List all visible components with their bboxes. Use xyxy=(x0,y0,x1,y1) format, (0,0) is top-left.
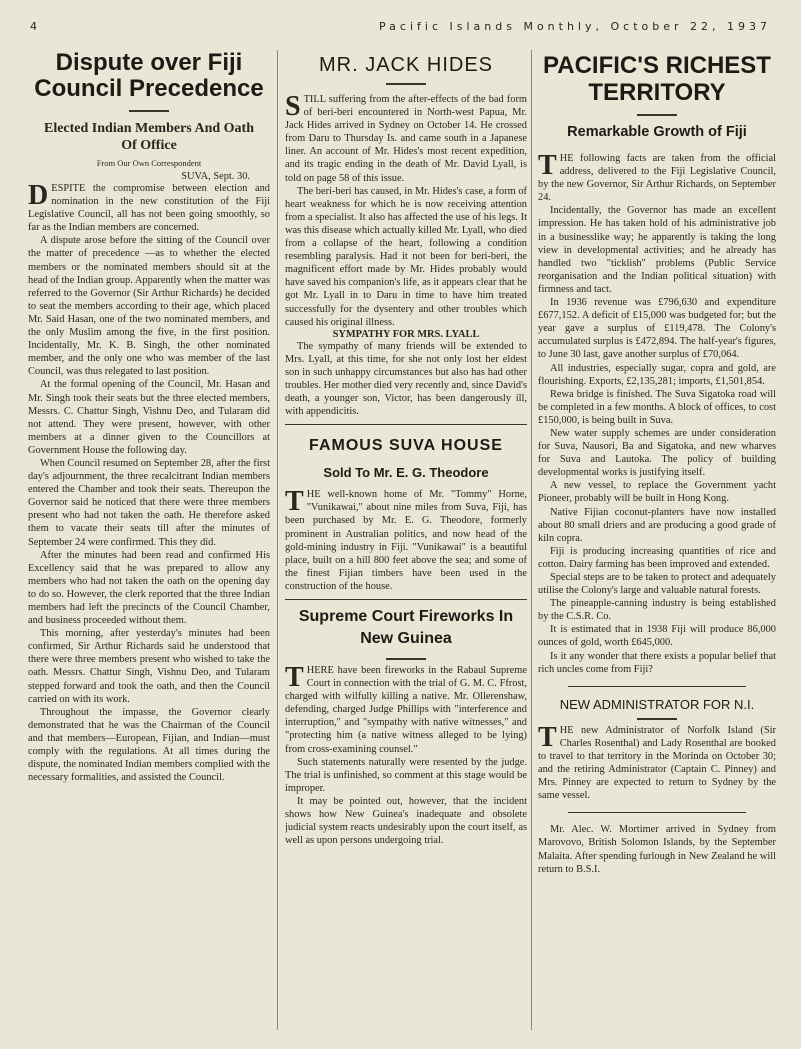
column-3 xyxy=(538,46,776,1036)
paragraph: A dispute arose before the sitting of the Council over the matter of precedence —as to whether the elected members or the nominated members should sit at the head of the Indian group. Apparently when the matter was referred to the Governor (Sir Arthur Richards) he decided to seat the members according to their age, which placed Mr. Said Hasan, one of the two nominated members, and the only Muslim among the five, in the first position. Incidentally, Mr. K. B. Singh, the other nominated member, and the only one who was member of the last Council, was thus relegated to last position. xyxy=(28,235,270,378)
paragraph: Mr. Alec. W. Mortimer arrived in Sydney from Marovovo, British Solomon Islands, by the September Malaita. After spending furlough in New Zealand he will return to B.S.I. xyxy=(538,824,776,875)
paragraph: In 1936 revenue was £796,630 and expenditure £677,152. A deficit of £15,000 was budgeted for; but the year gave a surplus of £119,478. The Colony's accumulated surplus is £472,894. The half-year's figures, to June 30 last, gave another surplus of £70,064. xyxy=(538,297,776,361)
paragraph: Rewa bridge is finished. The Suva Sigatoka road will be completed in a few months. A block of offices, to cost £150,000, is being built in Suva. xyxy=(538,388,776,426)
column-2 xyxy=(285,46,527,1036)
subhead-sympathy: SYMPATHY FOR MRS. LYALL xyxy=(332,328,480,340)
paragraph: DESPITE the compromise between election and nomination in the new constitution of the Fiji Legislative Council, all has not been going smoothly, so far as the Indian members are concerned. xyxy=(28,180,270,234)
article-body xyxy=(538,823,776,875)
article-body xyxy=(285,664,527,847)
separator xyxy=(386,83,426,85)
headline-jack-hides: MR. JACK HIDES xyxy=(318,54,494,76)
paragraph: STILL suffering from the after-effects of the bad form of beri-beri encountered in North-west Papua, Mr. Jack Hides arrived in Sydney on October 14. He crossed from Daru to Thursday Is. and came south in a Japanese liner. An account of Mr. Hides's most recent expedition, and its tragic ending in the death of Mr. David Lyall, is told on page 58 of this issue. xyxy=(285,91,527,184)
headline-new-administrator: NEW ADMINISTRATOR FOR N.I. xyxy=(559,696,755,712)
column-rule xyxy=(277,50,278,1030)
byline: From Our Own Correspondent xyxy=(96,158,202,168)
headline-fiji-council: Dispute over Fiji Council Precedence xyxy=(34,49,264,102)
paragraph: Special steps are to be taken to protect and adequately utilise the Colony's large and valuable natural forests. xyxy=(538,572,776,597)
drop-cap: S xyxy=(285,91,301,122)
paragraph: This morning, after yesterday's minutes had been confirmed, Sir Arthur Richards said he understood that there were three members present who wished to take the oath. Messrs. Chattur Singh, Vishnu Deo, and Tularam stepped forward and took the oath, and then the Council carried on with its work. xyxy=(28,628,270,705)
paragraph: The sympathy of many friends will be extended to Mrs. Lyall, at this time, for she not only lost her eldest son in such unhappy circumstances but also has had other troubles. Her mother died very recently and, since David's death, a younger son, Victor, has been dangerously ill, with appendicitis. xyxy=(285,340,527,418)
divider xyxy=(285,424,527,425)
article-body xyxy=(285,93,527,329)
column-1 xyxy=(28,46,270,1036)
drop-cap: T xyxy=(285,662,304,693)
paragraph: It is estimated that in 1938 Fiji will produce 86,000 ounces of gold, worth £645,000. xyxy=(538,624,776,649)
drop-cap: T xyxy=(538,721,557,753)
paragraph: At the formal opening of the Council, Mr. Hasan and Mr. Singh took their seats but the three elected members, Messrs. C. Chattur Singh, Vishnu Deo, and Tularam did not attend. They were present, however, with other members at a dinner given to the Councillors at Government House the following day. xyxy=(28,379,270,456)
paragraph: THE following facts are taken from the official address, delivered to the Fiji Legislative Council, by the new Governor, Sir Arthur Richards, on September 24. xyxy=(538,150,776,204)
paragraph: The beri-beri has caused, in Mr. Hides's case, a form of heart weakness for which he is now receiving attention from a specialist. It also has affected the use of his legs. It was this disease which actually killed Mr. Lyall, who died from a collapse of the heart, following a condition resembling paralysis. Had it not been for beri-beri, the magnificent effort made by Mr. Hides probably would have saved his companion's life, as it appears clear that he got Mr. Lyall in to Daru in time to have him treated successfully for the dysentery and other troubles which caused his original illness. xyxy=(285,185,527,328)
dateline: SUVA, Sept. 30. xyxy=(181,171,250,182)
running-title: Pacific Islands Monthly, October 22, 1937 xyxy=(379,20,771,33)
divider xyxy=(285,599,527,600)
paragraph: A new vessel, to replace the Government yacht Pioneer, probably will be built in Hong Kong. xyxy=(538,480,776,505)
paragraph: Such statements naturally were resented by the judge. The trial is unfinished, so comment at this stage would be improper. xyxy=(285,756,527,794)
paragraph: Is it any wonder that there exists a popular belief that rich uncles come from Fiji? xyxy=(538,650,776,675)
separator xyxy=(386,658,426,660)
divider xyxy=(568,812,746,813)
paragraph: When Council resumed on September 28, after the first day's adjournment, the three recalcitrant Indian members entered the Chamber and took their seats. Thereupon the Governor said he noticed that there were three members present who had not taken the oath. He therefore asked them to vacate their seats till after the minutes of September 24 were confirmed. This they did. xyxy=(28,457,270,548)
separator xyxy=(637,718,677,720)
paragraph: After the minutes had been read and confirmed His Excellency said that he was prepared to allow any members who had not taken the oath on the opening day to do so. However, the clerk reported that the three Indian members had left the precincts of the Council Chamber, and business proceeded without them. xyxy=(28,549,270,627)
page-number: 4 xyxy=(30,20,41,33)
separator xyxy=(129,110,169,112)
paragraph: Throughout the impasse, the Governor clearly demonstrated that he was the Chairman of the Council and that members—European, Fijian, and Indian—must comply with the regulations. At all times during the dispute, the nominated Indian members complied with the necessary formalities, and assisted the Council. xyxy=(28,706,270,784)
article-body xyxy=(285,488,527,593)
paragraph: THE well-known home of Mr. "Tommy" Horne, "Vunikawai," about nine miles from Suva, Fiji, has been purchased by Mr. E. G. Theodore, formerly prominent in Australian politics, and now head of the gold-mining industry in Fiji. "Vunikawai" is a beautiful place, built on a hill 800 feet above the sea; and some of the finest Fijian timbers have been used in the construction of the house. xyxy=(285,486,527,592)
divider xyxy=(568,686,746,687)
paragraph: THERE have been fireworks in the Rabaul Supreme Court in connection with the trial of G. M. C. Ffrost, charged with wilfully killing a native. Mr. Ollerenshaw, defending, charged Judge Phillips with "interference and interruption," and "sympathy with native witnesses," and "protecting him (a native witness alleged to be lying) from cross-examining counsel." xyxy=(285,662,527,755)
column-rule xyxy=(531,50,532,1030)
subhead-elected-indian: Elected Indian Members And Oath Of Office xyxy=(43,121,254,153)
paragraph: Fiji is producing increasing quantities of rice and cotton. Dairy farming has been improved and extended. xyxy=(538,545,776,570)
article-body xyxy=(285,340,527,419)
paragraph: It may be pointed out, however, that the incident shows how New Guinea's inadequate and obsolete judicial system reacts undesirably upon the court itself, as well as upon persons undergoing trial. xyxy=(285,795,527,847)
headline-suva-house: FAMOUS SUVA HOUSE xyxy=(309,437,503,455)
headline-supreme-court: Supreme Court Fireworks In New Guinea xyxy=(298,608,514,647)
headline-richest-territory: PACIFIC'S RICHEST TERRITORY xyxy=(543,52,771,106)
drop-cap: T xyxy=(285,486,304,518)
article-body xyxy=(28,182,270,784)
paragraph: The pineapple-canning industry is being established by the C.S.R. Co. xyxy=(538,598,776,623)
separator xyxy=(637,114,677,116)
article-body xyxy=(538,721,776,803)
paragraph: Incidentally, the Governor has made an excellent impression. He has taken hold of his administrative job in a businesslike way; he apparently is taking the long view in developmental activities; and he already has handled two "ticklish" problems (Public Service reorganisation and the Indian political situation) with firmness and tact. xyxy=(538,205,776,295)
paragraph: All industries, especially sugar, copra and gold, are flourishing. Exports, £2,135,281; imports, £1,501,854. xyxy=(538,362,776,387)
paragraph: New water supply schemes are under consideration for Suva, Nausori, Ba and Sigatoka, and new wharves for Suva and Lautoka. The policy of building developmental works is justifying itself. xyxy=(538,427,776,479)
running-header xyxy=(30,20,771,44)
drop-cap: T xyxy=(538,150,557,181)
article-body xyxy=(538,152,776,676)
paragraph: Native Fijian coconut-planters have now installed about 80 small driers and are producing a good grade of kiln copra. xyxy=(538,506,776,544)
drop-cap: D xyxy=(28,180,49,211)
subhead-theodore: Sold To Mr. E. G. Theodore xyxy=(323,465,489,481)
paragraph: THE new Administrator of Norfolk Island (Sir Charles Rosenthal) and Lady Rosenthal are booked to travel to that territory in the Morinda on October 30; and the retiring Administrator (Captain C. Pinney) and Mrs. Pinney are expected to return to Sydney by the same vessel. xyxy=(538,721,776,802)
subhead-growth-fiji: Remarkable Growth of Fiji xyxy=(567,124,747,140)
